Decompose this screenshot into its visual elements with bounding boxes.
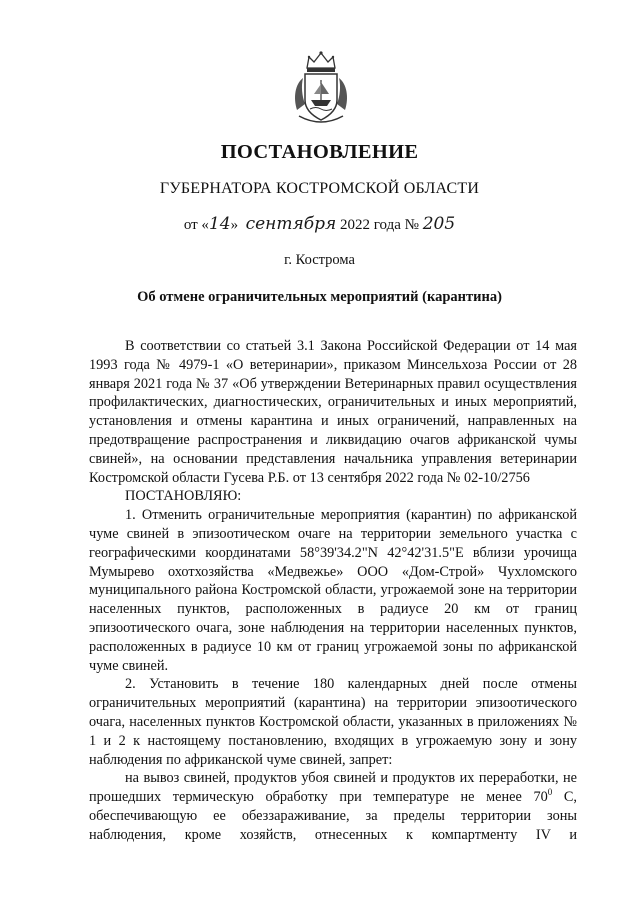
date-month: сентября [245, 214, 337, 234]
sub-item-part-2: С, обеспечивающую ее обеззараживание, за пределы территории зоны наблюдения, кроме хозяйств, отнесенных к компартменту IV и [89, 789, 578, 843]
item-2-paragraph: 2. Установить в течение 180 календарных дней после отмены ограничительных мероприятий (карантина) на территории эпизоотического очага, населенных пунктов Костромской области, указанных в приложениях № 1 и 2 к настоящему постановлению, входящих в угрожаемую зону и зону наблюдения по африканской чуме свиней, запрет: [89, 676, 577, 768]
item-1-paragraph: 1. Отменить ограничительные мероприятия (карантин) по африканской чуме свиней в эпизоотическом очаге на территории земельного участка с географическими координатами 58°39'34.2"N 42°42'31.5"E вблизи урочища Мумырево охотхозяйства «Медвежье» ООО «Дом-Строй» Чухломского муниципального района Костромской области, угрожаемой зоне на территории населенных пунктов, расположенных в радиусе 20 км от границ эпизоотического очага, зоне наблюдения на территории населенных пунктов, расположенных в радиусе 10 км от границ угрожаемой зоны по африканской чуме свиней. [89, 507, 577, 674]
degree-superscript: 0 [547, 787, 553, 798]
document-number: 205 [422, 214, 456, 234]
date-prefix-close: » [230, 217, 239, 233]
sub-item-part-1: на вывоз свиней, продуктов убоя свиней и продуктов их переработки, не прошедших термическую обработку при температуре не менее 70 [89, 770, 577, 806]
document-subject: Об отмене ограничительных мероприятий (карантина) [137, 289, 502, 305]
document-city: г. Кострома [284, 252, 355, 268]
date-prefix-open: от « [183, 217, 209, 233]
document-body [89, 337, 577, 845]
document-issuer: ГУБЕРНАТОРА КОСТРОМСКОЙ ОБЛАСТИ [159, 180, 480, 197]
preamble-paragraph: В соответствии со статьей 3.1 Закона Российской Федерации от 14 мая 1993 года № 4979-1 «О ветеринарии», приказом Минсельхоза России от 28 января 2021 года № 37 «Об утверждении Ветеринарных правил осуществления профилактических, диагностических, ограничительных и иных мероприятий, установления и отмены карантина и иных ограничений, направленных на предотвращение распространения и ликвидацию очагов африканской чумы свиней», на основании представления начальника управления ветеринарии Костромской области Гусева Р.Б. от 13 сентября 2022 года № 02-10/2756 [89, 338, 577, 486]
decree-word: ПОСТАНОВЛЯЮ: [125, 488, 242, 505]
date-line [0, 214, 639, 234]
date-year: 2022 года № [340, 217, 419, 233]
document-title: ПОСТАНОВЛЕНИЕ [220, 141, 419, 163]
sub-item-paragraph [89, 769, 577, 844]
date-day: 14 [208, 214, 231, 234]
coat-of-arms-icon [291, 50, 351, 126]
